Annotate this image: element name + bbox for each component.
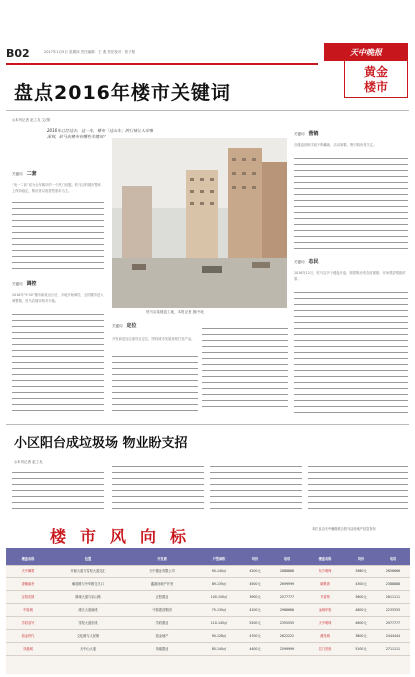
keyword-tag: 关键词 <box>294 132 305 136</box>
keyword-heading <box>294 258 319 265</box>
table-row <box>6 631 410 643</box>
table-cell: 4700元 <box>249 634 261 638</box>
table-cell: 书香苑 <box>320 595 330 599</box>
table-cell: 4300元 <box>355 582 367 586</box>
text-block <box>294 290 408 414</box>
table-cell: 铂金地产 <box>155 634 169 638</box>
section-logo <box>324 43 408 98</box>
table-cell: 100-150㎡ <box>210 595 228 599</box>
text-block <box>308 464 408 514</box>
table-header-cell: 均价 <box>251 557 259 561</box>
table-row <box>6 618 410 630</box>
date-line: 2017年1月5日 星期四 责任编辑：王 燕 责任校对：张子阳 <box>44 50 136 54</box>
table-cell: 雪松大道东段 <box>78 621 98 625</box>
table-row <box>6 592 410 604</box>
table-cell: 3900元 <box>249 595 261 599</box>
paragraph: 开发商更加注重项目定位，围绕城市发展规划打造产品。 <box>112 337 195 341</box>
table-cell: 澳龙城 <box>320 634 330 638</box>
keyword-tag: 关键词 <box>294 260 305 264</box>
keyword-word: 定位 <box>126 323 137 329</box>
text-block <box>12 312 104 414</box>
table-cell: 2811111 <box>385 595 401 599</box>
table-cell: 天中明珠 <box>318 621 332 625</box>
paragraph: 2016年12月，驻马店多个楼盘开盘，刚需购房者态度谨慎，市场观望情绪浓厚。 <box>294 271 406 281</box>
keyword-heading <box>112 322 137 329</box>
paragraph: 各楼盘营销手段不断翻新，活动频繁，吸引购房者关注。 <box>294 143 377 147</box>
divider <box>6 424 409 425</box>
logo-line-1: 黄金 <box>363 65 388 79</box>
table-cell: 4100元 <box>249 608 261 612</box>
table-cell: 2711111 <box>385 647 401 651</box>
text-block <box>12 470 104 514</box>
table-cell: 中原建设集团 <box>152 608 172 612</box>
table-header-cell: 楼盘名称 <box>318 557 332 561</box>
keyword-heading <box>12 280 37 287</box>
paragraph: “卖一二套”成为全年楼市的一个热门话题。驻马店的楼市整体上保持稳定，购房者以改善型需求为主。 <box>12 183 102 193</box>
table-cell: 2966666 <box>279 608 295 612</box>
building-photo-illustration <box>112 138 287 308</box>
table-row <box>6 605 410 617</box>
keyword-word: 二套 <box>26 171 37 177</box>
building-photo <box>112 138 287 308</box>
table-cell: 驿城大道与乐山路 <box>75 595 101 599</box>
table-cell: 香榭丽舍 <box>21 582 35 586</box>
table-cell: 3600元 <box>355 595 367 599</box>
table-cell: 5200元 <box>249 621 261 625</box>
table-cell: 文化路与人民街 <box>76 634 100 638</box>
table-row <box>6 566 410 578</box>
table-cell: 3980元 <box>355 569 367 573</box>
table-cell: 御景湾 <box>320 582 330 586</box>
table-cell: 2656666 <box>385 569 401 573</box>
table-cell: 正阳花园 <box>21 595 35 599</box>
table-cell: 东方明珠 <box>318 569 332 573</box>
keyword-word: 营销 <box>308 131 319 137</box>
logo-line-2: 楼市 <box>363 80 388 94</box>
table-header-cell: 位置 <box>84 557 92 561</box>
keyword-tag: 关键词 <box>112 324 123 328</box>
story2-byline: ◎本刊记者 赵工友 <box>14 460 43 464</box>
table-header-cell: 开发商 <box>157 557 167 561</box>
table-banner-subtitle: 本栏目由天中晚报联合驻马店房地产信息发布 <box>312 527 376 531</box>
table-row <box>6 579 410 591</box>
lead-quote: 2016年已经过去，这一年，楼市「过山车」的行情让人印象深刻，驻马店楼市有哪些关键词？ <box>47 128 154 139</box>
table-cell: 铂金时代 <box>21 634 35 638</box>
table-cell: 天中置业有限公司 <box>149 569 175 573</box>
keyword-tag: 关键词 <box>12 172 23 176</box>
table-cell: 学府置业 <box>155 621 169 625</box>
table-row <box>6 644 410 656</box>
table-cell: 学府壹号 <box>21 621 35 625</box>
keyword-word: 态民 <box>308 259 319 265</box>
table-header-cell: 电话 <box>389 557 397 561</box>
table-cell: 89-135㎡ <box>211 582 227 586</box>
keyword-word: 调控 <box>26 281 37 287</box>
table-cell: 天中山大道 <box>80 647 96 651</box>
byline: ◎本刊记者 赵工友 文/图 <box>12 118 50 122</box>
table-cell: 2388888 <box>385 582 401 586</box>
table-cell: 天中御景 <box>21 569 35 573</box>
table-cell: 3800元 <box>355 634 367 638</box>
table-cell: 2888888 <box>279 569 295 573</box>
table-cell: 金域华府 <box>318 608 332 612</box>
logo-newspaper-name: 天中晚报 <box>324 43 408 61</box>
table-cell: 凤凰置业 <box>155 647 169 651</box>
story2-headline: 小区阳台成垃圾场 物业盼支招 <box>14 436 188 451</box>
keyword-heading <box>294 130 319 137</box>
table-cell: 中原城 <box>23 608 33 612</box>
table-cell: 2699999 <box>279 582 295 586</box>
table-cell: 4400元 <box>249 647 261 651</box>
header-rule <box>6 63 318 65</box>
text-block <box>112 464 204 514</box>
table-cell: 4600元 <box>355 621 367 625</box>
table-cell: 正阳置业 <box>155 595 169 599</box>
table-cell: 5100元 <box>355 647 367 651</box>
headline: 盘点2016年楼市关键词 <box>14 82 231 104</box>
table-cell: 4800元 <box>355 608 367 612</box>
table-cell: 2355555 <box>279 621 295 625</box>
table-header-cell: 均价 <box>357 557 365 561</box>
table-cell: 90-140㎡ <box>211 569 227 573</box>
table-cell: 2599999 <box>279 647 295 651</box>
table-cell: 开源大道与雪松大道交汇 <box>70 569 106 573</box>
divider <box>6 110 409 111</box>
table-header-cell: 电话 <box>283 557 291 561</box>
table-header-row <box>6 554 410 566</box>
table-cell: 2444444 <box>385 634 401 638</box>
text-block <box>210 464 302 514</box>
paragraph: 2016年“9·30”楼市新政出台后，多地开始调控，全国楼市进入调整期，驻马店楼市相对平稳。 <box>12 293 104 303</box>
table-cell: 2233333 <box>385 608 401 612</box>
table-banner <box>6 522 410 548</box>
table-cell: 2577777 <box>279 595 295 599</box>
table-cell: 2622222 <box>279 634 295 638</box>
text-block <box>12 200 104 272</box>
table-cell: 鑫源房地产开发 <box>150 582 174 586</box>
table-cell: 4200元 <box>249 569 261 573</box>
text-block <box>112 354 198 412</box>
text-block <box>294 156 408 250</box>
logo-section-name <box>344 61 408 98</box>
keyword-tag: 关键词 <box>12 282 23 286</box>
keyword-heading <box>12 170 37 177</box>
table-cell: 练江大道南段 <box>78 608 98 612</box>
text-block <box>202 326 288 412</box>
page-number: B02 <box>6 47 30 60</box>
table-cell: 110-145㎡ <box>210 621 228 625</box>
table-header-cell: 户型面积 <box>212 557 226 561</box>
table-cell: 解放路与中华路交叉口 <box>72 582 104 586</box>
table-cell: 85-140㎡ <box>211 647 227 651</box>
property-table <box>6 522 410 674</box>
table-cell: 2977777 <box>385 621 401 625</box>
table-cell: 凤凰城 <box>23 647 33 651</box>
table-cell: 75-130㎡ <box>211 608 227 612</box>
table-cell: 名门首府 <box>318 647 332 651</box>
table-banner-title: 楼市风向标 <box>50 527 201 546</box>
photo-caption: 驻马店某楼盘工地，本报记者 摄/韦化 <box>146 310 205 314</box>
table-header-cell: 楼盘名称 <box>21 557 35 561</box>
table-cell: 90-128㎡ <box>211 634 227 638</box>
table-cell: 4500元 <box>249 582 261 586</box>
